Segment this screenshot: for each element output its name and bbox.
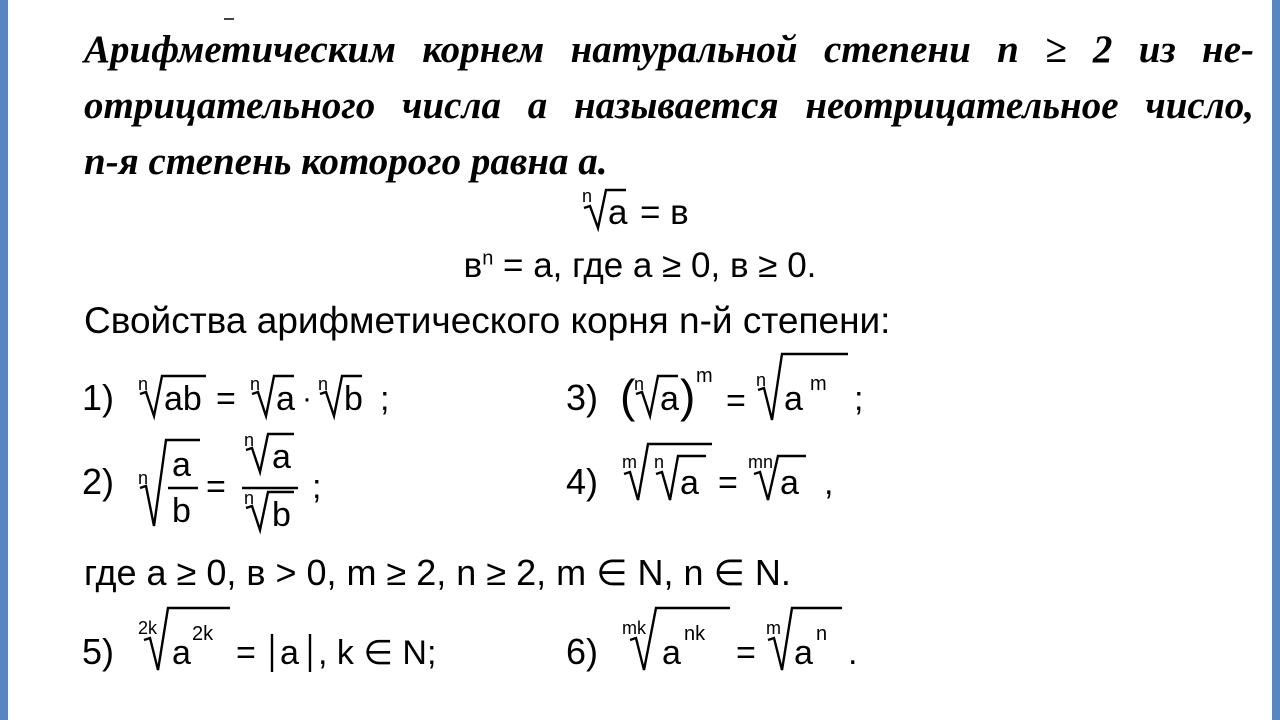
root-index: n xyxy=(138,374,149,394)
root-index: n xyxy=(244,488,255,508)
property-number: 5) xyxy=(82,631,115,672)
exponent-m: m xyxy=(810,373,827,395)
definition-paragraph xyxy=(84,22,1254,190)
property-number: 6) xyxy=(566,631,599,672)
denominator-b: b xyxy=(172,492,191,530)
root-index: n xyxy=(244,430,255,450)
radical-sign xyxy=(140,440,200,526)
radicand-b: b xyxy=(344,380,363,418)
equals-sign: = xyxy=(236,634,256,672)
denominator-b: b xyxy=(272,496,291,534)
equals-sign: = xyxy=(718,464,738,502)
property-6 xyxy=(566,604,886,684)
root-index: n xyxy=(582,186,593,206)
left-blue-border xyxy=(0,0,8,720)
top-dash-mark xyxy=(224,18,234,20)
radicand-a: a xyxy=(780,464,799,502)
root-index: n xyxy=(318,374,329,394)
property-1 xyxy=(82,368,442,428)
numerator-a: a xyxy=(172,446,191,484)
comma: , xyxy=(824,464,834,502)
root-index: n xyxy=(634,374,645,394)
property-2 xyxy=(82,432,362,536)
right-blue-border xyxy=(1272,0,1280,720)
property-5 xyxy=(82,604,482,684)
property-number: 1) xyxy=(82,377,115,418)
radicand-a: a xyxy=(172,634,191,672)
numerator-a: a xyxy=(272,438,291,476)
equals-sign: = xyxy=(726,382,746,420)
definition-line-2: отрицательного числа а называется неотрицательное число, xyxy=(84,84,1254,127)
radicand-a: a xyxy=(794,634,813,672)
definition-line-3: n-я степень которого равна а. xyxy=(84,140,608,183)
property-number: 3) xyxy=(566,377,599,418)
period: . xyxy=(848,634,858,672)
power-exp: n xyxy=(482,247,494,270)
equals-b: = в xyxy=(640,193,689,232)
root-index: n xyxy=(138,468,149,488)
equals-sign: = xyxy=(736,634,756,672)
power-rest: = а, где а ≥ 0, в ≥ 0. xyxy=(503,246,817,285)
radicand-a: a xyxy=(276,380,295,418)
abs-value-a: a xyxy=(280,634,299,672)
property-number: 4) xyxy=(566,461,599,502)
semicolon: ; xyxy=(854,380,864,418)
root-index: 2k xyxy=(138,618,158,638)
root-index: m xyxy=(766,618,781,638)
formula-root-definition xyxy=(580,186,740,236)
root-index: n xyxy=(756,370,767,390)
radicand: a xyxy=(608,193,628,232)
semicolon: ; xyxy=(380,380,390,418)
property-number: 2) xyxy=(82,461,115,502)
radicand-a: a xyxy=(680,464,699,502)
definition-line-1: Арифметическим корнем натуральной степени n ≥ 2 из не- xyxy=(84,28,1254,71)
root-index: n xyxy=(250,374,261,394)
exponent-n: n xyxy=(816,623,828,645)
root-index: mn xyxy=(748,452,774,472)
multiply-dot: · xyxy=(302,382,312,415)
radicand-a: a xyxy=(660,380,679,418)
exponent-2k: 2k xyxy=(192,623,214,645)
conditions-line: где а ≥ 0, в > 0, m ≥ 2, n ≥ 2, m ∈ N, n ∈ N. xyxy=(84,552,791,593)
property-3 xyxy=(566,350,886,430)
radicand-a: a xyxy=(784,380,803,418)
root-index-inner: n xyxy=(654,452,665,472)
root-index-outer: m xyxy=(622,452,637,472)
equals-sign: = xyxy=(206,468,226,506)
exponent-nk: nk xyxy=(684,623,706,645)
semicolon: ; xyxy=(312,468,322,506)
radicand-a: a xyxy=(662,634,681,672)
right-paren: ) xyxy=(680,370,696,422)
root-index: mk xyxy=(622,618,646,638)
exponent-m: m xyxy=(696,365,713,387)
equals-sign: = xyxy=(216,380,236,418)
property-4 xyxy=(566,438,866,508)
radicand-ab: ab xyxy=(164,380,202,418)
properties-heading: Свойства арифметического корня n-й степени: xyxy=(84,300,891,341)
power-base: в xyxy=(463,246,483,285)
left-paren: ( xyxy=(620,370,636,422)
radical-sign xyxy=(758,354,848,420)
formula-power-relation xyxy=(0,246,1280,286)
condition-tail: , k ∈ N; xyxy=(318,634,437,672)
